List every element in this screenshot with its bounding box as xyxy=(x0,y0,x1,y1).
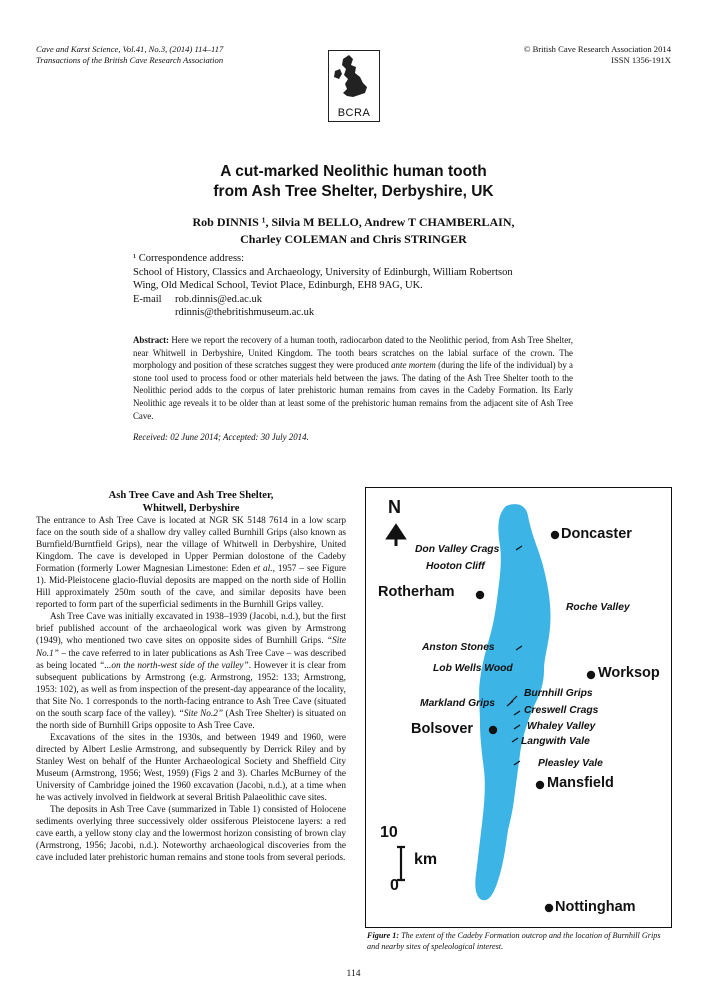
title-line-1: A cut-marked Neolithic human tooth xyxy=(220,163,487,180)
site-label-pleasley-vale: Pleasley Vale xyxy=(538,758,603,769)
uk-map-icon xyxy=(329,51,378,105)
site-label-anston-stones: Anston Stones xyxy=(422,642,495,653)
scale-label-10: 10 xyxy=(380,824,398,841)
paragraph-2: Ash Tree Cave was initially excavated in 1938–1939 (Jacobi, n.d.), but the first brief published account of the archaeological work was given by Armstrong (1949), who mentioned two cave sites on opposite sides of Burnhill Grips. “Site No.1” – the cave referred to in later publications as Ash Tree Cave – was described as being located “...on the north-west side of the valley”. However it is clear from subsequent publications by Armstrong (e.g. Armstrong, 1952: 133; Armstrong, 1953: 102), as well as from inspection of the present-day appearance of the locality, that Site No. 1 corresponds to the north-facing entrance to Ash Tree Cave (situated on the south scarp face of the valley). “Site No.2” (Ash Tree Shelter) is situated on the north side of Burnhill Grips opposite to Ash Tree Cave. xyxy=(36,612,346,731)
paragraph-1: The entrance to Ash Tree Cave is located at NGR SK 5148 7614 in a low scarp face on the south side of a shallow dry valley called Burnhill Grips (also known as Burnfield/Burntfield Grips), near the village of Whitwell in Derbyshire, United Kingdom. The cave is developed in Upper Permian dolostone of the Cadeby Formation (formerly Lower Magnesian Limestone: Eden et al., 1957 – see Figure 1). Mid-Pleistocene glacio-fluvial deposits are mapped on the north side of Hollin Hill approximately 250m south of the cave, and similar deposits have been reported to form part of the superficial sediments in the Burnhill Grips valley. xyxy=(36,516,346,611)
town-label-worksop: Worksop xyxy=(598,665,660,681)
logo-text: BCRA xyxy=(337,107,371,119)
paragraph-3: Excavations of the sites in the 1930s, and between 1949 and 1960, were directed by Albert Leslie Armstrong, and subsequently by Derrick Riley and by Stanley West on behalf of the Hunter Archaeological Society and Sheffield City Museum (Armstrong, 1956; West, 1959) (Figs 2 and 3). Charles McBurney of the University of Cambridge joined the 1960 excavation (Jacobi, n.d.), at a time when he was actively involved in fieldwork at several British Palaeolithic cave sites. xyxy=(36,732,346,804)
paragraph-4: The deposits in Ash Tree Cave (summarized in Table 1) consisted of Holocene sediments overlying three successively older ossiferous Pleistocene layers: a red cave earth, a yellow stony clay and the lowermost horizon consisting of brown clay (Armstrong, 1956; Jacobi, n.d.). Noteworthy archaeological discoveries from the cave included later prehistoric human remains and stone tools from several periods. xyxy=(36,805,346,864)
address-line-1: School of History, Classics and Archaeology, University of Edinburgh, William Robertson xyxy=(133,266,513,278)
section-heading xyxy=(36,489,346,515)
abstract-italic: ante mortem xyxy=(391,360,436,371)
body-text xyxy=(36,515,346,864)
town-label-bolsover: Bolsover xyxy=(411,721,474,737)
site-label-markland-grips: Markland Grips xyxy=(420,698,495,709)
abstract xyxy=(133,334,573,422)
town-dot-doncaster xyxy=(551,531,559,539)
scale-bar xyxy=(397,847,405,880)
town-dot-bolsover xyxy=(489,726,497,734)
abstract-text-2: (during the life of the individual) by a stone tool used to process food or other materials held between the jaws. The dating of the Ash Tree Shelter tooth to the Neolithic period adds to the corpus of later prehistoric human remains from caves in the Cadeby Formation. Its Early Neolithic age reveals it to be older than at least some of the prehistoric human remains from the adjacent site of Ash Tree Cave. xyxy=(133,360,573,421)
abstract-text-1: Here we report the recovery of a human tooth, radiocarbon dated to the Neolithic period, from Ash Tree Shelter, near Whitwell in Derbyshire, United Kingdom. The tooth bears scratches on the labial surface of the crown. The morphology and position of these scratches suggest they were produced xyxy=(133,335,573,371)
article-title xyxy=(60,162,647,202)
north-arrow-icon xyxy=(388,526,404,546)
email-link-1[interactable]: rob.dinnis@ed.ac.uk xyxy=(175,293,262,305)
town-label-rotherham: Rotherham xyxy=(378,584,455,600)
figure-1-map xyxy=(365,487,672,928)
caption-text: The extent of the Cadeby Formation outcrop and the location of Burnhill Grips and nearby sites of speleological interest. xyxy=(367,931,661,951)
caption-label: Figure 1: xyxy=(367,931,400,940)
journal-citation xyxy=(36,44,223,66)
map-canvas xyxy=(366,488,671,927)
scale-label-0: 0 xyxy=(390,877,399,894)
site-label-creswell-crags: Creswell Crags xyxy=(524,705,599,716)
bcra-logo xyxy=(328,50,380,122)
site-label-whaley-valley: Whaley Valley xyxy=(527,721,596,732)
town-label-nottingham: Nottingham xyxy=(555,899,636,915)
author-list xyxy=(60,214,647,248)
issn: ISSN 1356-191X xyxy=(611,55,671,65)
correspondence-heading: ¹ Correspondence address: xyxy=(133,253,245,264)
authors-line-2: Charley COLEMAN and Chris STRINGER xyxy=(240,232,467,246)
copyright-block xyxy=(524,44,671,66)
town-dot-mansfield xyxy=(536,781,544,789)
site-label-roche-valley: Roche Valley xyxy=(566,602,630,613)
town-dot-worksop xyxy=(587,671,595,679)
address-line-2: Wing, Old Medical School, Teviot Place, Edinburgh, EH8 9AG, UK. xyxy=(133,280,423,292)
site-label-hooton-cliff: Hooton Cliff xyxy=(426,561,485,572)
figure-1-caption xyxy=(367,931,673,952)
authors-line-1: Rob DINNIS ¹, Silvia M BELLO, Andrew T CHAMBERLAIN, xyxy=(192,215,515,229)
received-dates: Received: 02 June 2014; Accepted: 30 July 2014. xyxy=(133,432,309,442)
scale-unit-km: km xyxy=(414,851,438,868)
section-heading-line-1: Ash Tree Cave and Ash Tree Shelter, xyxy=(108,490,274,501)
site-label-langwith-vale: Langwith Vale xyxy=(521,736,590,747)
correspondence-block xyxy=(133,252,573,320)
town-dot-rotherham xyxy=(476,591,484,599)
site-label-burnhill-grips: Burnhill Grips xyxy=(524,688,593,699)
copyright: © British Cave Research Association 2014 xyxy=(523,44,671,54)
north-label: N xyxy=(388,497,401,517)
town-label-mansfield: Mansfield xyxy=(547,775,614,791)
email-link-2[interactable]: rdinnis@thebritishmuseum.ac.uk xyxy=(175,307,315,319)
section-heading-line-2: Whitwell, Derbyshire xyxy=(142,503,240,514)
journal-line-2: Transactions of the British Cave Research Association xyxy=(36,55,224,65)
site-label-lob-wells-wood: Lob Wells Wood xyxy=(433,663,513,674)
town-label-doncaster: Doncaster xyxy=(561,526,632,542)
email-label: E-mail xyxy=(133,293,162,305)
journal-line-1: Cave and Karst Science, Vol.41, No.3, (2014) 114–117 xyxy=(36,44,224,54)
site-label-don-valley-crags: Don Valley Crags xyxy=(415,544,500,555)
town-dot-nottingham xyxy=(545,904,553,912)
abstract-label: Abstract: xyxy=(133,335,169,345)
page-number: 114 xyxy=(346,969,361,979)
title-line-2: from Ash Tree Shelter, Derbyshire, UK xyxy=(213,183,494,200)
